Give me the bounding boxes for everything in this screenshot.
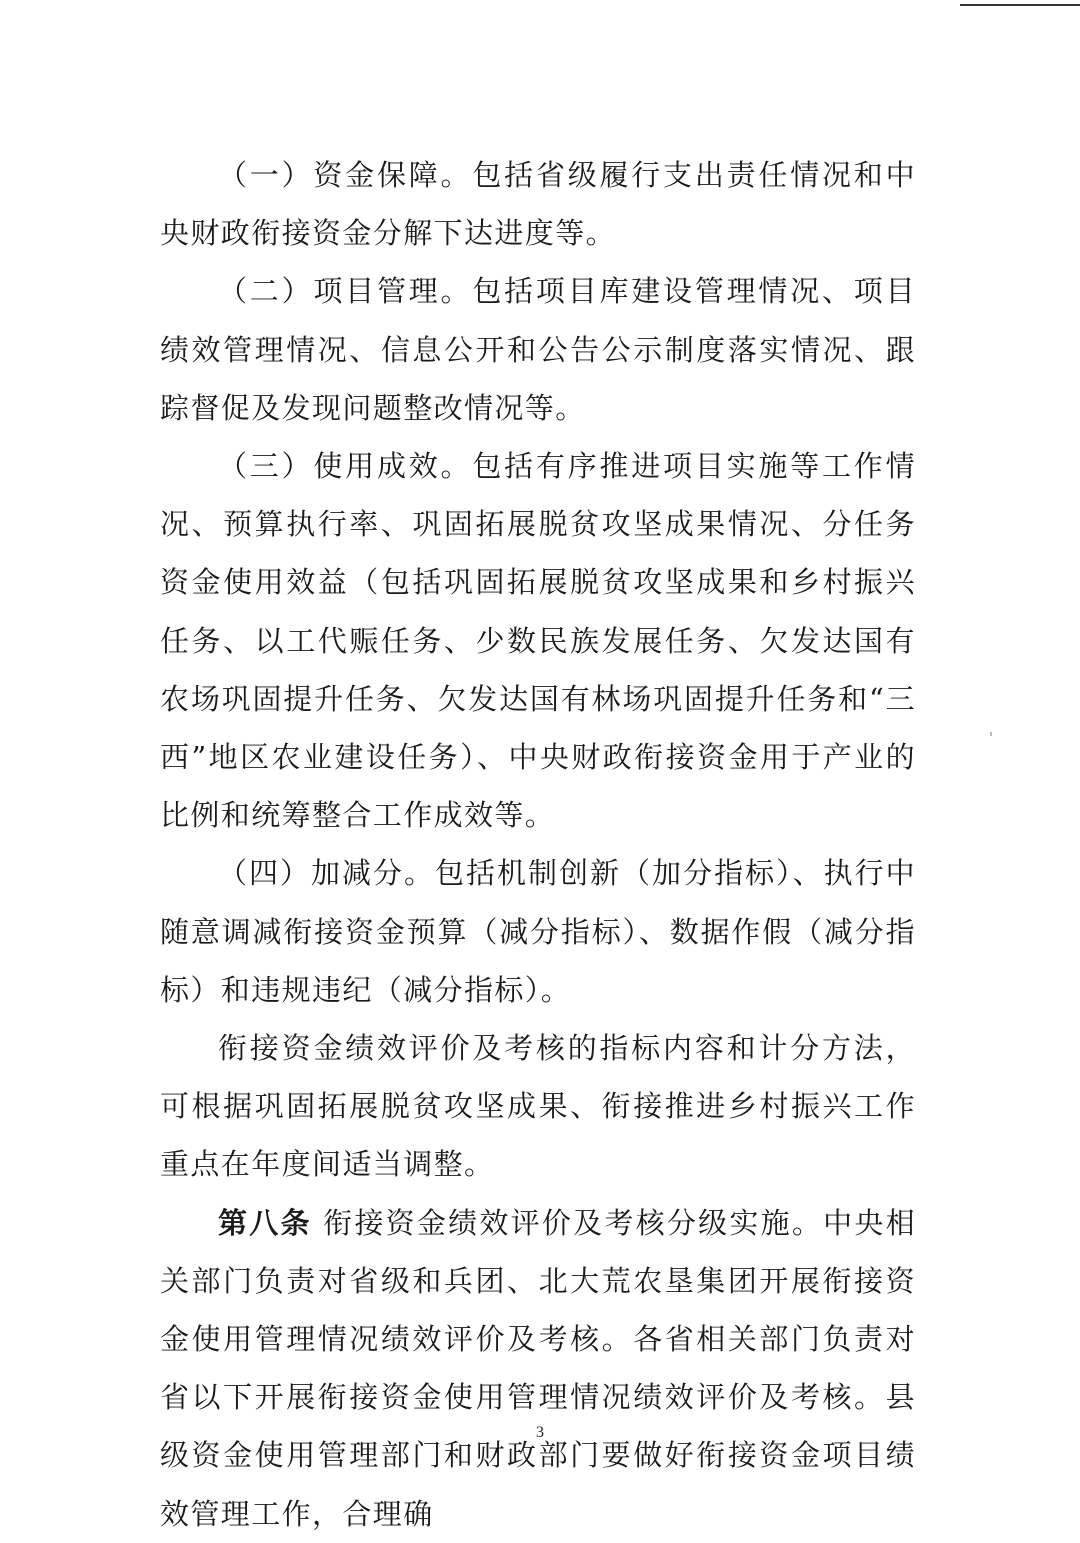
article-heading: 第八条 <box>218 1205 312 1240</box>
paragraph-usage-effectiveness <box>160 437 916 844</box>
scan-speck <box>990 732 992 736</box>
article-eight <box>160 1194 916 1543</box>
paragraph-fund-guarantee <box>160 146 916 262</box>
paragraph-text: （二）项目管理。包括项目库建设管理情况、项目绩效管理情况、信息公开和公告公示制度落实情况、跟踪督促及发现问题整改情况等。 <box>160 274 916 425</box>
paragraph-text: 衔接资金绩效评价及考核的指标内容和计分方法，可根据巩固拓展脱贫攻坚成果、衔接推进乡村振兴工作重点在年度间适当调整。 <box>160 1031 916 1182</box>
paragraph-text: （四）加减分。包括机制创新（加分指标）、执行中随意调减衔接资金预算（减分指标）、数据作假（减分指标）和违规违纪（减分指标）。 <box>160 856 916 1007</box>
paragraph-project-management <box>160 262 916 437</box>
paragraph-text: （三）使用成效。包括有序推进项目实施等工作情况、预算执行率、巩固拓展脱贫攻坚成果情况、分任务资金使用效益（包括巩固拓展脱贫攻坚成果和乡村振兴任务、以工代赈任务、少数民族发展任务、欠发达国有农场巩固提升任务、欠发达国有林场巩固提升任务和“三西”地区农业建设任务）、中央财政衔接资金用于产业的比例和统筹整合工作成效等。 <box>160 449 916 833</box>
document-body <box>160 146 916 1543</box>
paragraph-bonus-deduction <box>160 844 916 1019</box>
article-text: 衔接资金绩效评价及考核分级实施。中央相关部门负责对省级和兵团、北大荒农垦集团开展衔接资金使用管理情况绩效评价及考核。各省相关部门负责对省以下开展衔接资金使用管理情况绩效评价及考核。县级资金使用管理部门和财政部门要做好衔接资金项目绩效管理工作，合理确 <box>160 1205 916 1531</box>
paragraph-text: （一）资金保障。包括省级履行支出责任情况和中央财政衔接资金分解下达进度等。 <box>160 158 916 251</box>
top-edge-rule <box>960 4 1080 6</box>
paragraph-indicator-adjustment <box>160 1019 916 1194</box>
page-number: 3 <box>536 1424 544 1441</box>
